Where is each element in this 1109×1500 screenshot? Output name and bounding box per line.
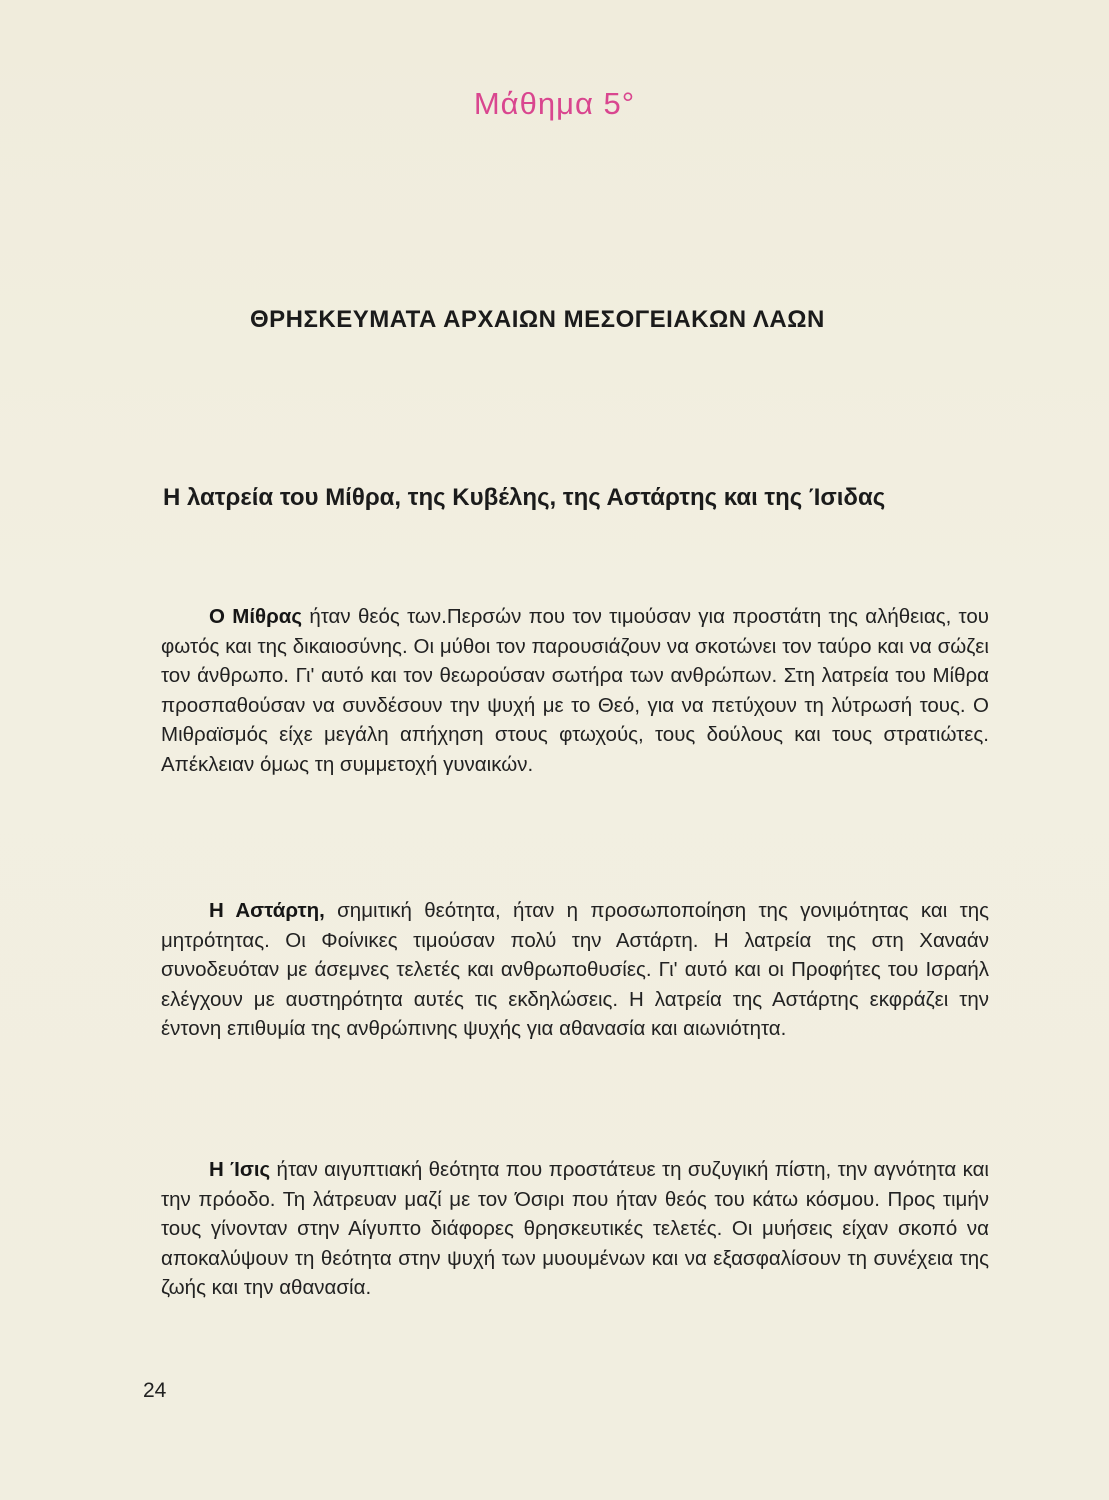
paragraph-text: ήταν αιγυπτιακή θεότητα που προστάτευε τη συζυγική πίστη, την αγνότητα και την πρόοδο. Τη λάτρευαν μαζί με τον Όσιρι που ήταν θεός του κάτω κόσμου. Προς τιμήν τους γίνονταν στην Αίγυπτο διάφορες θρησκευτικές τελετές. Οι μυήσεις είχαν σκοπό να αποκαλύψουν τη θεότητα στην ψυχή των μυουμένων και να εξασφαλίσουν τη συνέχεια της ζωής και την αθανασία. — [161, 1158, 989, 1299]
paragraph-text: σημιτική θεότητα, ήταν η προσωποποίηση της γονιμότητας και της μητρότητας. Οι Φοίνικες τιμούσαν πολύ την Αστάρτη. Η λατρεία της στη Χαναάν συνοδευόταν με άσεμνες τελετές και ανθρωποθυσίες. Γι' αυτό και οι Προφήτες του Ισραήλ ελέγχουν με αυστηρότητα αυτές τις εκδηλώσεις. Η λατρεία της Αστάρτης εκφράζει την έντονη επιθυμία της ανθρώπινης ψυχής για αθανασία και αιωνιότητα. — [161, 899, 989, 1040]
lesson-label: Μάθημα 5° — [473, 86, 636, 121]
paragraph-isis — [161, 1155, 989, 1303]
paragraph-lead: Η Αστάρτη, — [209, 899, 325, 922]
paragraph-mithras — [161, 602, 989, 779]
paragraph-lead: Ο Μίθρας — [209, 605, 303, 628]
page-number: 24 — [143, 1379, 167, 1402]
paragraph-lead: Η Ίσις — [209, 1158, 271, 1181]
chapter-title: ΘΡΗΣΚΕΥΜΑΤΑ ΑΡΧΑΙΩΝ ΜΕΣΟΓΕΙΑΚΩΝ ΛΑΩΝ — [250, 306, 825, 333]
paragraph-astarte — [161, 896, 989, 1044]
paragraph-text: ήταν θεός των.Περσών που τον τιμούσαν για προστάτη της αλήθειας, του φωτός και της δικαιοσύνης. Οι μύθοι τον παρουσιάζουν να σκοτώνει τον ταύρο και να σώζει τον άνθρωπο. Γι' αυτό και τον θεωρούσαν σωτήρα των ανθρώπων. Στη λατρεία του Μίθρα προσπαθούσαν να συνδέσουν την ψυχή με το Θεό, για να πετύχουν τη λύτρωσή τους. Ο Μιθραϊσμός είχε μεγάλη απήχηση στους φτωχούς, τους δούλους και τους στρατιώτες. Απέκλειαν όμως τη συμμετοχή γυναικών. — [161, 605, 989, 776]
section-heading: Η λατρεία του Μίθρα, της Κυβέλης, της Αστάρτης και της Ίσιδας — [163, 484, 886, 511]
